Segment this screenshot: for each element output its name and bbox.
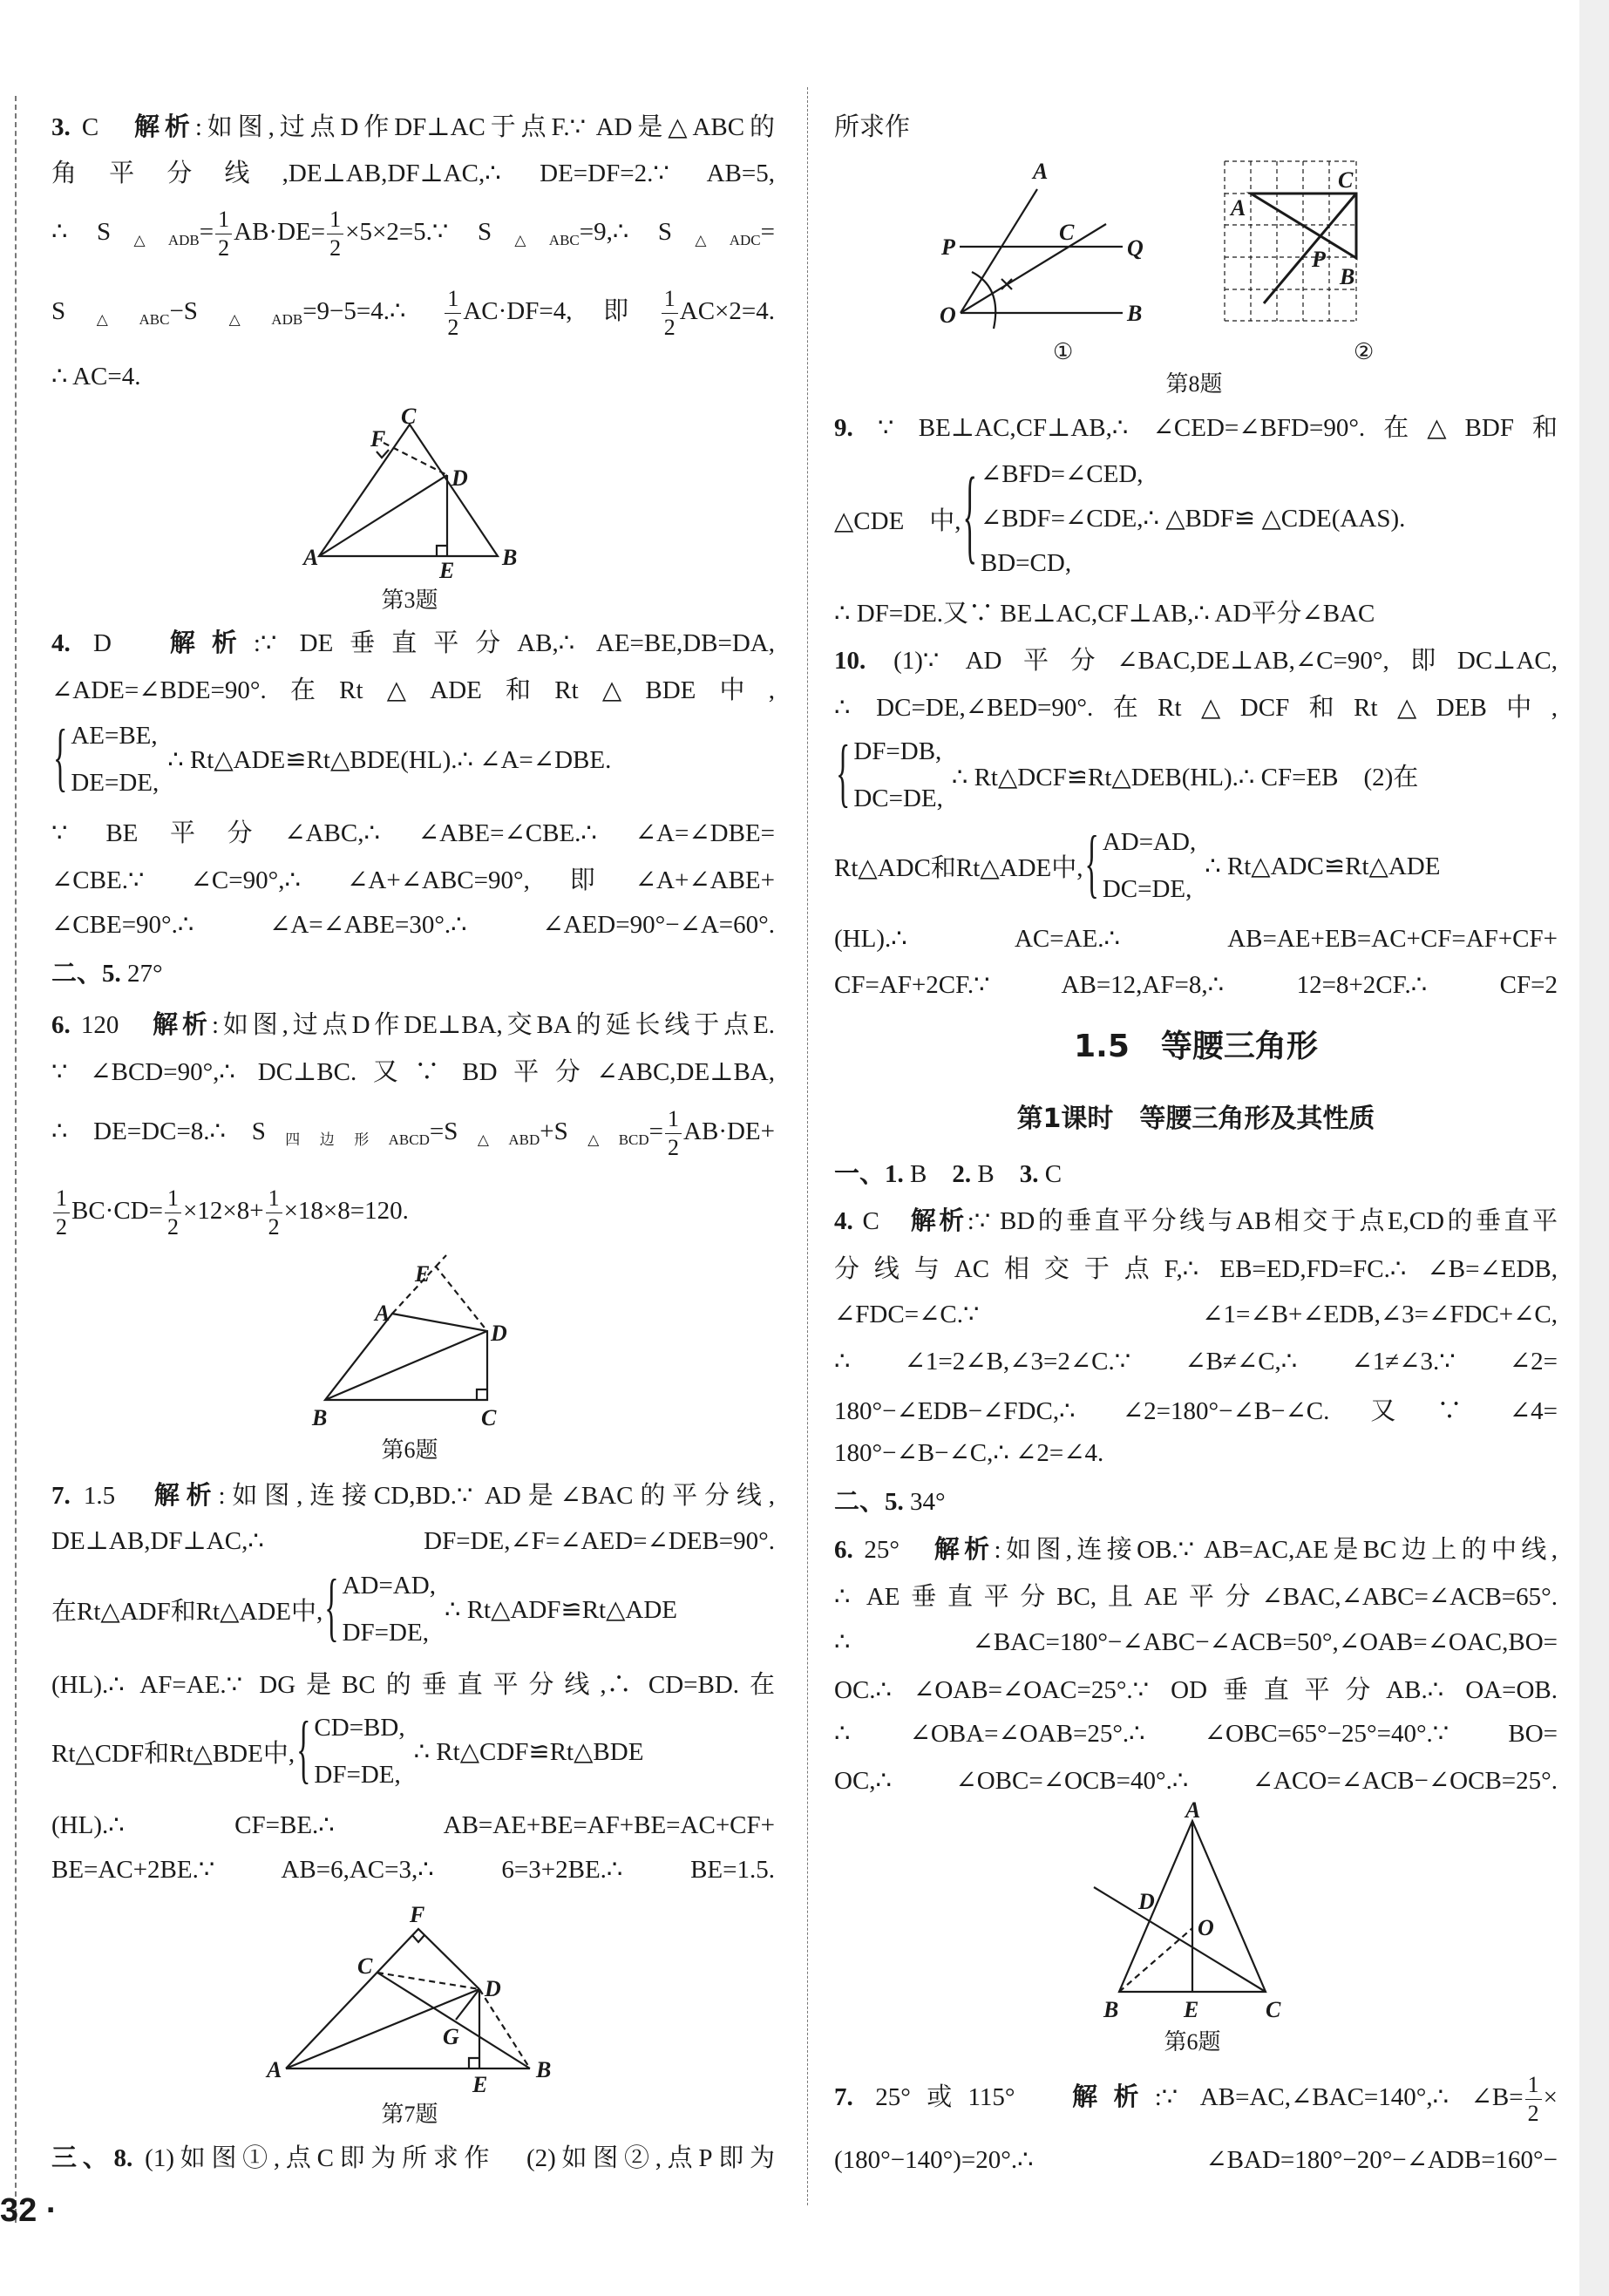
q5-line: 二、5. 27° [51,959,163,988]
q6-line: 6. 120 解析:如图,过点D作DE⊥BA,交BA的延长线于点E. [51,1010,775,1039]
q6-line: ∴ ∠BAC=180°−∠ABC−∠ACB=50°,∠OAB=∠OAC,BO= [834,1627,1558,1656]
point-label: O [1198,1915,1214,1940]
q6-line: ∴ DE=DC=8.∴ $S_{四边形ABCD}=S_{\triangle ABD}+S_{\triangle BCD}=$ $\frac{1}{2}$ AB·DE+ [51,1105,775,1160]
q6-line: ∴ ∠OBA=∠OAB=25°.∴ ∠OBC=65°−25°=40°.∵ BO= [834,1719,1558,1748]
system-line: ∠BDF=∠CDE,∴ △BDF≌ △CDE(AAS). [980,504,1406,533]
q7-line: 7. 25°或115° 解析:∵ AB=AC,∠BAC=140°,∴ ∠B= $\frac{1}{2}$ × [834,2071,1558,2126]
point-label: A [303,545,319,570]
point-label: A [267,2057,282,2082]
point-label: B [1340,264,1355,289]
q8-line: 三、8. (1)如图①,点C即为所求作 (2)如图②,点P即为 [51,2143,775,2172]
q4-line: 分线与AC相交于点F,∴ EB=ED,FD=FC.∴ ∠B=∠EDB, [834,1254,1558,1283]
fraction: $\frac{1}{2}$ [327,206,343,262]
q7-line: DE⊥AB,DF⊥AC,∴ DF=DE,∠F=∠AED=∠DEB=90°. [51,1526,775,1555]
point-label: D [451,465,468,491]
fraction: $\frac{1}{2}$ [266,1185,282,1241]
point-label: F [370,426,386,452]
answers-line: 一、1. B 2. B 3. C [834,1159,1062,1188]
system-line: BD=CD, [980,548,1072,577]
system-line: DE=DE, [71,769,160,797]
q4-line: ∠ADE=∠BDE=90°.在Rt△ADE和Rt△BDE中, [51,676,775,704]
point-label: D [491,1321,507,1346]
q4-line: ∠FDC=∠C.∵ ∠1=∠B+∠EDB,∠3=∠FDC+∠C, [834,1300,1558,1328]
system-line: DF=DB, [853,737,942,765]
figure-label: ① [1053,339,1074,364]
point-label: D [485,1976,501,2001]
brace-icon: { [1084,822,1099,907]
fraction: $\frac{1}{2}$ [53,1185,70,1241]
point-label: P [941,234,955,260]
figure-8-1-diagram [960,189,1123,329]
brace-icon: { [296,1708,311,1792]
brace-icon: { [324,1566,339,1650]
point-label: E [439,558,455,583]
system-prefix: Rt△CDF和Rt△BDE中, [51,1739,295,1768]
q6-line: ∴ AE垂直平分BC,且AE平分∠BAC,∠ABC=∠ACB=65°. [834,1582,1558,1611]
q4-line: 180°−∠EDB−∠FDC,∴ ∠2=180°−∠B−∠C.又∵ ∠4= [834,1396,1558,1425]
figure-caption: 第7题 [381,2102,438,2127]
point-label: C [401,404,417,429]
point-label: B [312,1405,328,1430]
system-prefix: 在Rt△ADF和Rt△ADE中, [51,1597,323,1626]
figure-3-diagram [319,425,498,556]
q4-line: 4. C 解析:∵ BD的垂直平分线与AB相交于点E,CD的垂直平 [834,1206,1558,1235]
point-label: G [443,2024,459,2049]
q9-line: ∴ DF=DE.又∵ BE⊥AC,CF⊥AB,∴ AD平分∠BAC [834,599,1375,628]
q3-line: 角平分线,DE⊥AB,DF⊥AC,∴ DE=DF=2.∵ AB=5, [51,159,775,187]
brace-icon: { [962,459,977,575]
fraction: $\frac{1}{2}$ [445,285,461,342]
system-conclusion: ∴ Rt△CDF≌Rt△BDE [413,1737,644,1766]
page-number: 32 · [0,2192,58,2229]
system-line: AD=AD, [1102,828,1197,856]
point-label: D [1138,1889,1155,1914]
point-label: A [1185,1797,1201,1823]
q7-line: (HL).∴ AF=AE.∵ DG是BC的垂直平分线,∴ CD=BD.在 [51,1670,775,1699]
point-label: A [1033,159,1049,184]
system-line: CD=BD, [314,1714,405,1742]
point-label: C [357,1953,373,1979]
q10-line: (HL).∴ AC=AE.∴ AB=AE+EB=AC+CF=AF+CF+ [834,924,1558,953]
system-prefix: △CDE 中, [834,506,961,535]
point-label: E [415,1261,431,1287]
system-line: AE=BE, [71,722,158,750]
figure-6-diagram [325,1255,487,1400]
q6-line: OC.∴ ∠OAB=∠OAC=25°.∵ OD垂直平分AB.∴ OA=OB. [834,1675,1558,1704]
figure-caption: 第3题 [381,588,438,613]
system-line: ∠BFD=∠CED, [980,459,1144,488]
lesson-title: 第1课时 等腰三角形及其性质 [1016,1104,1375,1134]
q9-line: 9. ∵ BE⊥AC,CF⊥AB,∴ ∠CED=∠BFD=90°.在△BDF和 [834,413,1558,442]
figure-6r-diagram [1094,1821,1266,1992]
q10-line: CF=AF+2CF.∵ AB=12,AF=8,∴ 12=8+2CF.∴ CF=2 [834,970,1558,999]
system-line: DF=DE, [342,1619,429,1647]
q4-line: 4. D 解析:∵ DE垂直平分AB,∴ AE=BE,DB=DA, [51,628,775,657]
system-line: DC=DE, [1102,875,1192,903]
brace-icon: { [836,731,851,816]
figure-8-2-grid [1225,161,1356,321]
system-line: DF=DE, [314,1761,401,1789]
point-label: E [472,2072,488,2097]
system-conclusion: ∴ Rt△ADF≌Rt△ADE [445,1595,678,1624]
point-label: C [481,1405,497,1430]
point-label: P [1312,247,1326,272]
q4-line: 180°−∠B−∠C,∴ ∠2=∠4. [834,1438,1104,1467]
point-label: B [502,545,518,570]
q3-line: $S_{\triangle ABC}-S_{\triangle ADB}=9-5=4.\therefore$ $\frac{1}{2}$ AC·DF=4,即 $\frac{1}{2}$ AC×2=4. [51,285,775,340]
system-conclusion: ∴ Rt△DCF≌Rt△DEB(HL).∴ CF=EB (2)在 [951,763,1419,791]
brace-icon: { [53,716,68,800]
fraction: $\frac{1}{2}$ [662,285,678,342]
q7-line: (HL).∴ CF=BE.∴ AB=AE+BE=AF+BE=AC+CF+ [51,1810,775,1839]
point-label: C [1338,167,1354,193]
point-label: C [1266,1997,1281,2022]
fraction: $\frac{1}{2}$ [215,206,232,262]
system-conclusion: ∴ Rt△ADE≌Rt△BDE(HL).∴ ∠A=∠DBE. [167,745,612,774]
point-label: B [536,2057,552,2082]
q7-line: BE=AC+2BE.∵ AB=6,AC=3,∴ 6=3+2BE.∴ BE=1.5. [51,1855,775,1884]
q3-line: 3. C 解析:如图,过点D作DF⊥AC于点F.∵ AD是△ABC的 [51,112,775,141]
q4-line: ∠CBE.∵ ∠C=90°,∴ ∠A+∠ABC=90°,即∠A+∠ABE+ [51,866,775,894]
system-line: DC=DE, [853,785,943,812]
system-line: AD=AD, [342,1572,436,1600]
point-label: A [375,1301,390,1326]
point-label: B [1127,301,1143,326]
fraction: $\frac{1}{2}$ [1525,2071,1542,2128]
point-label: A [1231,195,1246,221]
q8-line: 所求作 [834,112,911,141]
figure-caption: 第8题 [1165,371,1223,397]
point-label: B [1103,1997,1119,2022]
point-label: F [410,1902,425,1927]
fraction: $\frac{1}{2}$ [165,1185,181,1241]
fraction: $\frac{1}{2}$ [665,1105,682,1162]
point-label: E [1184,1997,1199,2022]
figure-label: ② [1354,339,1375,364]
point-label: O [940,302,956,328]
q6-line: OC,∴ ∠OBC=∠OCB=40°.∴ ∠ACO=∠ACB−∠OCB=25°. [834,1766,1558,1795]
q4-line: ∵ BE平分∠ABC,∴ ∠ABE=∠CBE.∴ ∠A=∠DBE= [51,819,775,847]
q10-line: 10. (1)∵ AD平分∠BAC,DE⊥AB,∠C=90°,即DC⊥AC, [834,646,1558,675]
figure-caption: 第6题 [1164,2029,1221,2055]
q6-line: 6. 25° 解析:如图,连接OB.∵ AB=AC,AE是BC边上的中线, [834,1535,1558,1564]
q4-line: ∴ ∠1=2∠B,∠3=2∠C.∵ ∠B≠∠C,∴ ∠1≠∠3.∵ ∠2= [834,1347,1558,1376]
point-label: C [1059,220,1075,245]
q6-line: ∵ ∠BCD=90°,∴ DC⊥BC.又∵ BD平分∠ABC,DE⊥BA, [51,1057,775,1086]
q5-line: 二、5. 34° [834,1487,946,1516]
system-conclusion: ∴ Rt△ADC≌Rt△ADE [1205,852,1441,880]
q3-line: ∴ $S_{\triangle ADB}=$ $\frac{1}{2}$ AB·DE= $\frac{1}{2}$ ×5×2=5.∵ $S_{\triangle ABC}=9,\therefore$ $S_{\triangle ADC}=$ [51,206,776,261]
q4-line: ∠CBE=90°.∴ ∠A=∠ABE=30°.∴ ∠AED=90°−∠A=60°. [51,910,775,939]
q6-line: $\frac{1}{2}$ BC·CD= $\frac{1}{2}$ ×12×8+ $\frac{1}{2}$ ×18×8=120. [51,1185,775,1241]
q7-line: 7. 1.5 解析:如图,连接CD,BD.∵ AD是∠BAC的平分线, [51,1481,775,1510]
q10-line: ∴ DC=DE,∠BED=90°.在Rt△DCF和Rt△DEB中, [834,693,1558,722]
system-prefix: Rt△ADC和Rt△ADE中, [834,853,1083,882]
section-title: 1.5 等腰三角形 [1074,1029,1318,1064]
figure-caption: 第6题 [381,1437,438,1463]
point-label: Q [1127,235,1144,261]
q7-line: (180°−140°)=20°.∴ ∠BAD=180°−20°−∠ADB=160°− [834,2145,1558,2174]
q3-line: ∴ AC=4. [51,362,141,391]
